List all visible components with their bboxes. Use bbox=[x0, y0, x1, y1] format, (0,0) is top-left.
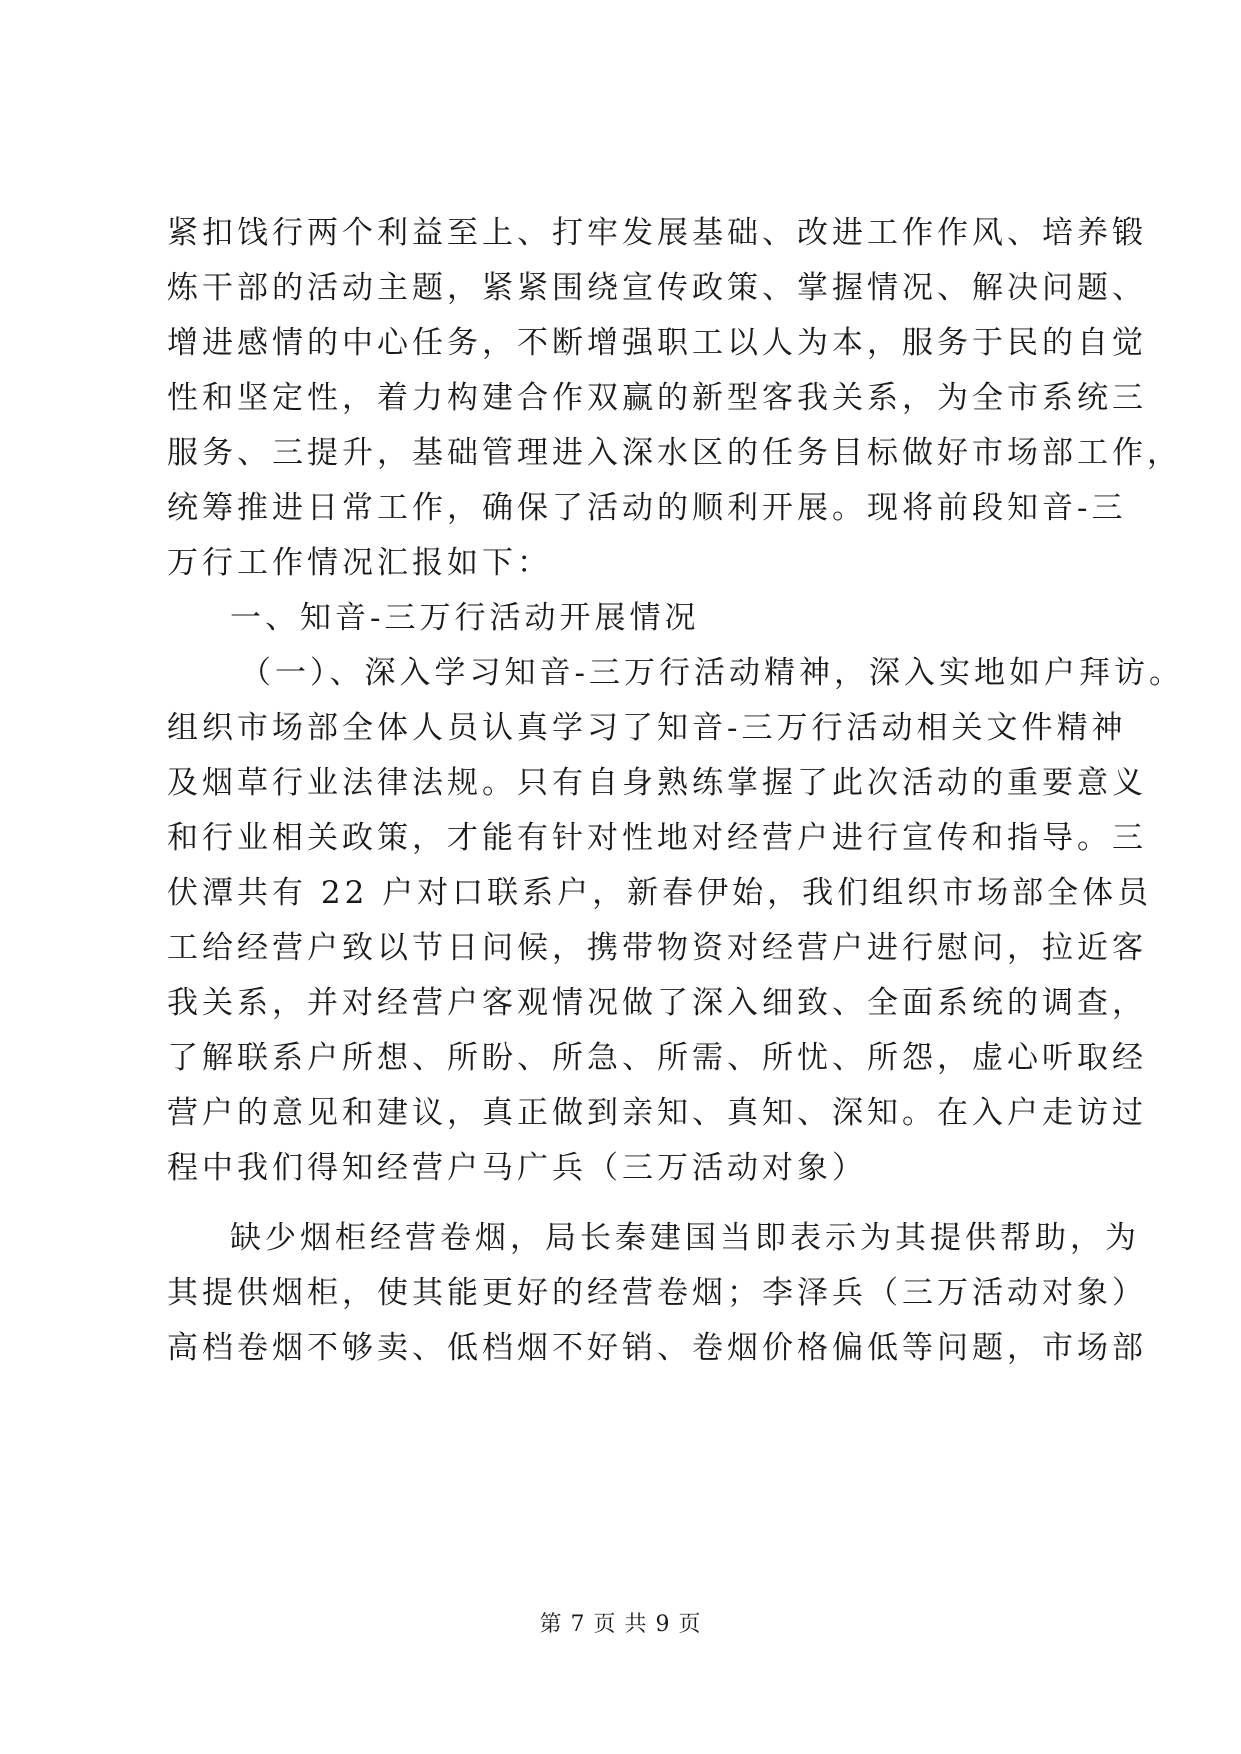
paragraph-line: 性和坚定性，着力构建合作双赢的新型客我关系，为全市系统三 bbox=[167, 380, 1147, 416]
paragraph-line: 缺少烟柜经营卷烟，局长秦建国当即表示为其提供帮助，为 bbox=[230, 1220, 1140, 1256]
page-footer: 第 7 页 共 9 页 bbox=[539, 1612, 702, 1637]
paragraph-line: 紧扣饯行两个利益至上、打牢发展基础、改进工作作风、培养锻 bbox=[167, 215, 1147, 251]
paragraph-line: 及烟草行业法律法规。只有自身熟练掌握了此次活动的重要意义 bbox=[167, 765, 1147, 801]
paragraph-line: 了解联系户所想、所盼、所急、所需、所忧、所怨，虚心听取经 bbox=[167, 1040, 1147, 1076]
paragraph-line: 伏潭共有 22 户对口联系户，新春伊始，我们组织市场部全体员 bbox=[167, 875, 1153, 911]
paragraph-line: 万行工作情况汇报如下： bbox=[167, 545, 552, 581]
paragraph-line: 服务、三提升，基础管理进入深水区的任务目标做好市场部工作， bbox=[167, 435, 1182, 471]
paragraph-line: 我关系，并对经营户客观情况做了深入细致、全面系统的调查， bbox=[167, 985, 1147, 1021]
subsection-heading: （一）、深入学习知音-三万行活动精神，深入实地如户拜访。 bbox=[240, 655, 1184, 691]
paragraph-line: 增进感情的中心任务，不断增强职工以人为本，服务于民的自觉 bbox=[167, 325, 1147, 361]
paragraph-line: 炼干部的活动主题，紧紧围绕宣传政策、掌握情况、解决问题、 bbox=[167, 270, 1147, 306]
paragraph-line: 组织市场部全体人员认真学习了知音-三万行活动相关文件精神 bbox=[167, 710, 1127, 746]
paragraph-line: 高档卷烟不够卖、低档烟不好销、卷烟价格偏低等问题，市场部 bbox=[167, 1330, 1147, 1366]
paragraph-line: 营户的意见和建议，真正做到亲知、真知、深知。在入户走访过 bbox=[167, 1095, 1147, 1131]
paragraph-line: 程中我们得知经营户马广兵（三万活动对象） bbox=[167, 1150, 867, 1186]
paragraph-line: 和行业相关政策，才能有针对性地对经营户进行宣传和指导。三 bbox=[167, 820, 1147, 856]
paragraph-line: 统筹推进日常工作，确保了活动的顺利开展。现将前段知音-三 bbox=[167, 490, 1127, 526]
paragraph-line: 其提供烟柜，使其能更好的经营卷烟；李泽兵（三万活动对象） bbox=[167, 1275, 1147, 1311]
section-heading: 一、知音-三万行活动开展情况 bbox=[230, 600, 700, 636]
paragraph-line: 工给经营户致以节日问候，携带物资对经营户进行慰问，拉近客 bbox=[167, 930, 1147, 966]
